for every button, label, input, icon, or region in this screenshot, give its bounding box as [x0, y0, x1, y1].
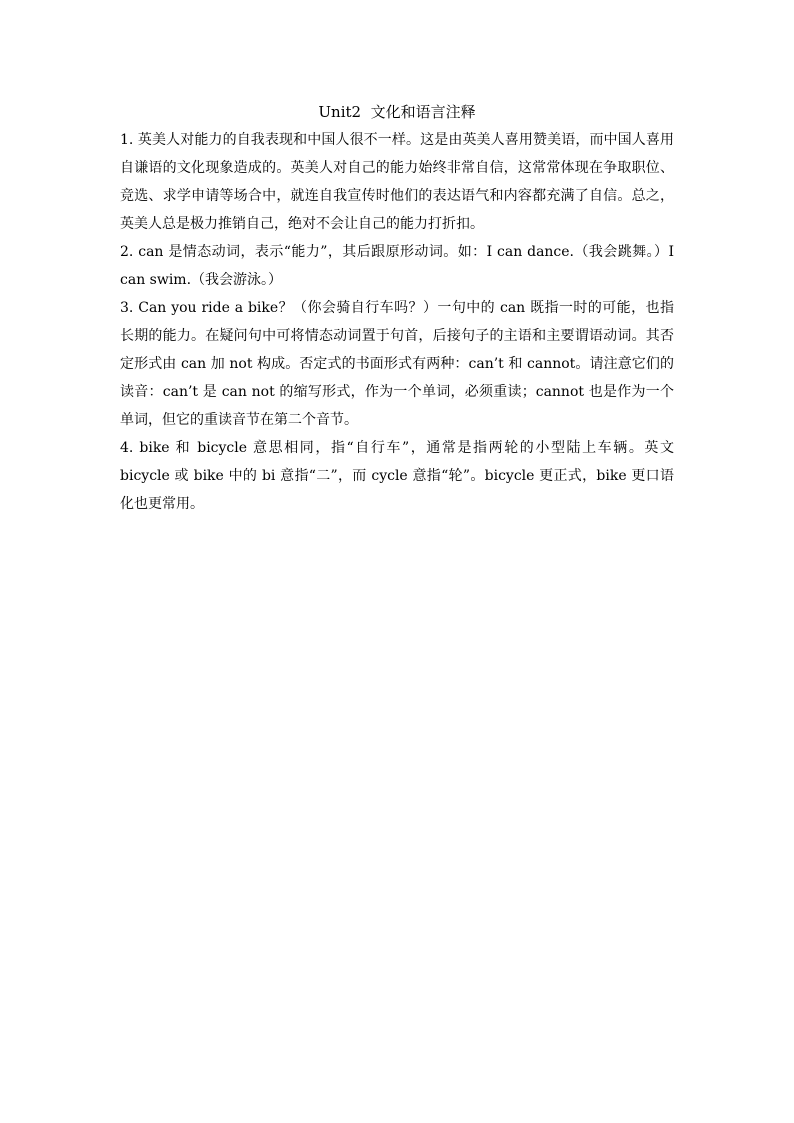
paragraph-3: 3. Can you ride a bike？（你会骑自行车吗？）一句中的 can 既指一时的可能，也指长期的能力。在疑问句中可将情态动词置于句首，后接句子的主语和主要谓语动词。其否定形式由 can 加 not 构成。否定式的书面形式有两种：can’t 和 cannot。请注意它们的读音：can’t 是 can not 的缩写形式，作为一个单词，必须重读；cannot 也是作为一个单词，但它的重读音节在第二个音节。 — [120, 300, 674, 428]
document-page — [120, 100, 674, 518]
paragraph-2: 2. can 是情态动词，表示“能力”，其后跟原形动词。如：I can dance.（我会跳舞。）I can swim.（我会游泳。） — [120, 244, 674, 288]
paragraph-1: 1. 英美人对能力的自我表现和中国人很不一样。这是由英美人喜用赞美语，而中国人喜用自谦语的文化现象造成的。英美人对自己的能力始终非常自信，这常常体现在争取职位、竞选、求学申请等场合中，就连自我宣传时他们的表达语气和内容都充满了自信。总之，英美人总是极力推销自己，绝对不会让自己的能力打折扣。 — [120, 132, 674, 232]
paragraph-4: 4. bike 和 bicycle 意思相同，指“自行车”，通常是指两轮的小型陆上车辆。英文 bicycle 或 bike 中的 bi 意指“二”，而 cycle 意指“轮”。bicycle 更正式，bike 更口语化也更常用。 — [120, 440, 674, 512]
document-title: Unit2 文化和语言注释 — [318, 103, 476, 121]
